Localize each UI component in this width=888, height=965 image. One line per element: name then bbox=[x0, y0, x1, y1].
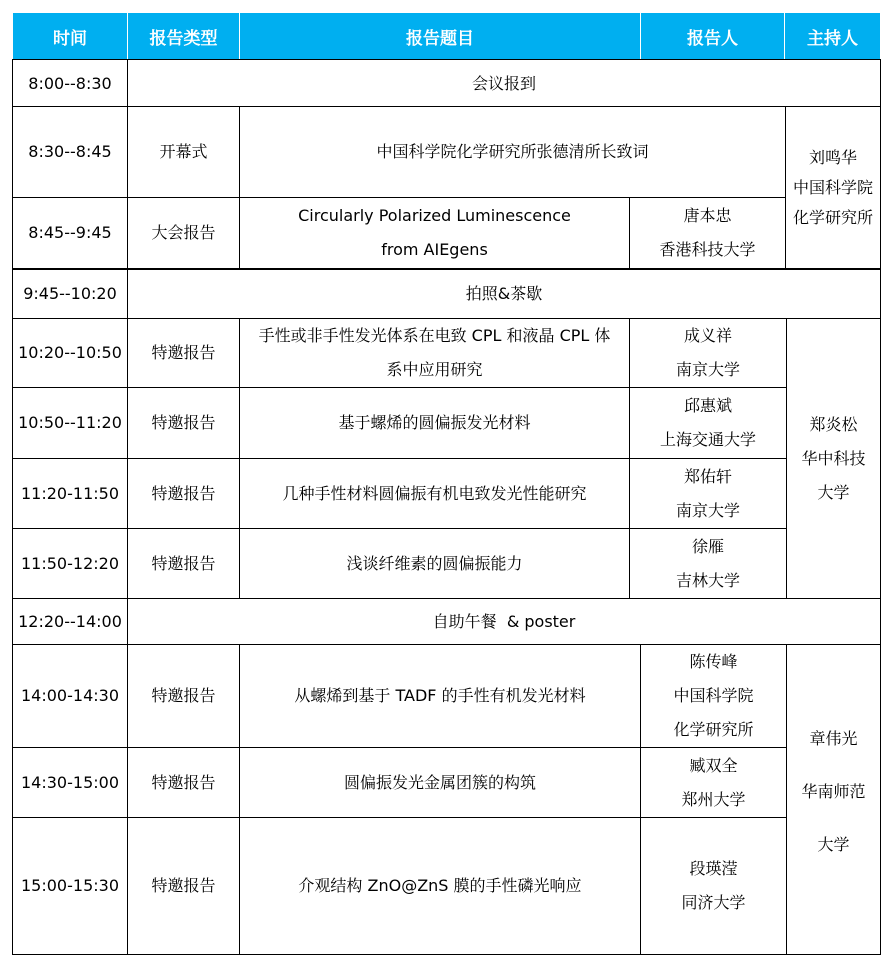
row-3-time: 8:45--9:45 bbox=[28, 223, 112, 242]
row-8-time: 11:50-12:20 bbox=[21, 553, 119, 573]
row-5-speaker-name: 成义祥 bbox=[683, 326, 732, 345]
hline-after-r1 bbox=[12, 106, 881, 107]
row-8-speaker bbox=[630, 529, 786, 598]
row-3-speaker bbox=[630, 198, 785, 268]
row-12-speaker bbox=[641, 818, 786, 954]
hline-after-r3 bbox=[12, 268, 881, 270]
row-3-title-line1: Circularly Polarized Luminescence bbox=[298, 206, 571, 225]
header-type: 报告类型 bbox=[128, 13, 239, 59]
hline-after-r6 bbox=[12, 458, 786, 459]
host-2-org-line1: 华中科技 bbox=[801, 448, 866, 468]
row-7-time: 11:20-11:50 bbox=[21, 483, 119, 503]
row-10-speaker-org-line1: 中国科学院 bbox=[673, 686, 754, 705]
hline-after-r11 bbox=[12, 817, 786, 818]
row-6-speaker-org: 上海交通大学 bbox=[659, 430, 756, 449]
row-10-speaker-name: 陈传峰 bbox=[689, 652, 738, 671]
row-3-speaker-name: 唐本忠 bbox=[683, 206, 732, 225]
vline-host-a bbox=[785, 106, 786, 269]
host-3-org-line1: 华南师范 bbox=[801, 782, 866, 801]
vline-title-a bbox=[629, 197, 630, 269]
host-3-name: 章伟光 bbox=[809, 729, 858, 748]
host-2-org-line2: 大学 bbox=[817, 482, 850, 502]
row-10-speaker bbox=[641, 645, 786, 747]
row-4-time: 9:45--10:20 bbox=[23, 283, 117, 303]
row-10-title: 从螺烯到基于 TADF 的手性有机发光材料 bbox=[294, 686, 586, 705]
row-12-speaker-name: 段瑛滢 bbox=[689, 859, 738, 878]
row-3-type: 大会报告 bbox=[151, 223, 216, 242]
row-12-time: 15:00-15:30 bbox=[21, 876, 119, 895]
vline-type-a bbox=[239, 106, 240, 269]
row-10-time: 14:00-14:30 bbox=[21, 686, 119, 705]
row-11-type: 特邀报告 bbox=[151, 772, 216, 792]
vline-title-c bbox=[640, 644, 641, 955]
row-9-time: 12:20--14:00 bbox=[18, 611, 122, 631]
row-8-speaker-name: 徐雁 bbox=[691, 536, 724, 556]
vline-title-b bbox=[629, 318, 630, 599]
row-12-type: 特邀报告 bbox=[151, 876, 216, 895]
row-11-speaker-name: 臧双全 bbox=[689, 755, 738, 775]
host-1 bbox=[786, 107, 880, 268]
row-5-title-line1: 手性或非手性发光体系在电致 CPL 和液晶 CPL 体 bbox=[258, 326, 611, 345]
row-7-title: 几种手性材料圆偏振有机电致发光性能研究 bbox=[282, 483, 587, 503]
row-5-title-line2: 系中应用研究 bbox=[386, 360, 483, 379]
row-5-speaker-org: 南京大学 bbox=[675, 360, 740, 379]
row-11-time: 14:30-15:00 bbox=[21, 772, 119, 792]
vline-host-c bbox=[786, 644, 787, 955]
row-2-time: 8:30--8:45 bbox=[28, 142, 112, 161]
hline-after-r7 bbox=[12, 528, 786, 529]
row-7-speaker-name: 郑佑轩 bbox=[683, 466, 732, 486]
row-10-type: 特邀报告 bbox=[151, 686, 216, 705]
row-4-title: 拍照&茶歇 bbox=[465, 283, 543, 303]
row-5-time: 10:20--10:50 bbox=[18, 343, 122, 362]
table-border-left bbox=[12, 59, 13, 955]
table-border-right bbox=[880, 59, 881, 955]
hline-after-r4 bbox=[12, 318, 881, 319]
row-2-type: 开幕式 bbox=[159, 142, 208, 161]
row-3-speaker-org: 香港科技大学 bbox=[659, 240, 756, 259]
row-6-speaker-name: 邱惠斌 bbox=[683, 396, 732, 415]
hline-after-header bbox=[12, 59, 881, 60]
row-6-type: 特邀报告 bbox=[151, 413, 216, 432]
row-8-speaker-org: 吉林大学 bbox=[675, 570, 740, 590]
row-11-speaker-org: 郑州大学 bbox=[681, 789, 746, 809]
header-host: 主持人 bbox=[785, 13, 880, 59]
hline-after-r2 bbox=[12, 197, 786, 198]
vline-host-b bbox=[786, 318, 787, 599]
host-1-org-line1: 中国科学院 bbox=[792, 177, 873, 197]
host-2 bbox=[787, 319, 880, 598]
row-10-speaker-org-line2: 化学研究所 bbox=[673, 720, 754, 739]
row-8-title: 浅谈纤维素的圆偏振能力 bbox=[346, 553, 523, 573]
row-2-title: 中国科学院化学研究所张德清所长致词 bbox=[376, 142, 649, 161]
vline-type-b bbox=[239, 318, 240, 599]
host-1-name: 刘鸣华 bbox=[808, 147, 857, 167]
header-title: 报告题目 bbox=[240, 13, 640, 59]
table-border-bottom bbox=[12, 954, 881, 955]
row-11-title: 圆偏振发光金属团簇的构筑 bbox=[343, 772, 536, 792]
row-5-speaker bbox=[630, 319, 786, 387]
host-3 bbox=[787, 712, 880, 892]
row-7-type: 特邀报告 bbox=[151, 483, 216, 503]
row-12-speaker-org: 同济大学 bbox=[681, 893, 746, 912]
row-7-speaker-org: 南京大学 bbox=[675, 500, 740, 520]
row-1-time: 8:00--8:30 bbox=[28, 73, 112, 93]
header-speaker: 报告人 bbox=[641, 13, 784, 59]
row-6-title: 基于螺烯的圆偏振发光材料 bbox=[338, 413, 531, 432]
row-3-title bbox=[240, 198, 629, 268]
row-5-type: 特邀报告 bbox=[151, 343, 216, 362]
row-11-speaker bbox=[641, 748, 786, 817]
row-6-time: 10:50--11:20 bbox=[18, 413, 122, 432]
vline-time bbox=[127, 59, 128, 955]
vline-type-c bbox=[239, 644, 240, 955]
header-time: 时间 bbox=[13, 13, 127, 59]
host-3-org-line2: 大学 bbox=[817, 835, 850, 854]
hline-after-r9 bbox=[12, 644, 881, 645]
hline-after-r10 bbox=[12, 747, 786, 748]
row-8-type: 特邀报告 bbox=[151, 553, 216, 573]
row-5-title bbox=[240, 319, 629, 387]
row-3-title-line2: from AIEgens bbox=[381, 240, 488, 259]
row-7-speaker bbox=[630, 459, 786, 528]
row-6-speaker bbox=[630, 388, 786, 458]
row-12-title: 介观结构 ZnO@ZnS 膜的手性磷光响应 bbox=[298, 876, 582, 895]
hline-after-r8 bbox=[12, 598, 881, 599]
host-1-org-line2: 化学研究所 bbox=[792, 207, 873, 227]
hline-after-r5 bbox=[12, 387, 786, 388]
row-9-title: 自助午餐 & poster bbox=[432, 611, 576, 631]
row-1-title: 会议报到 bbox=[471, 73, 536, 93]
host-2-name: 郑炎松 bbox=[809, 414, 858, 434]
